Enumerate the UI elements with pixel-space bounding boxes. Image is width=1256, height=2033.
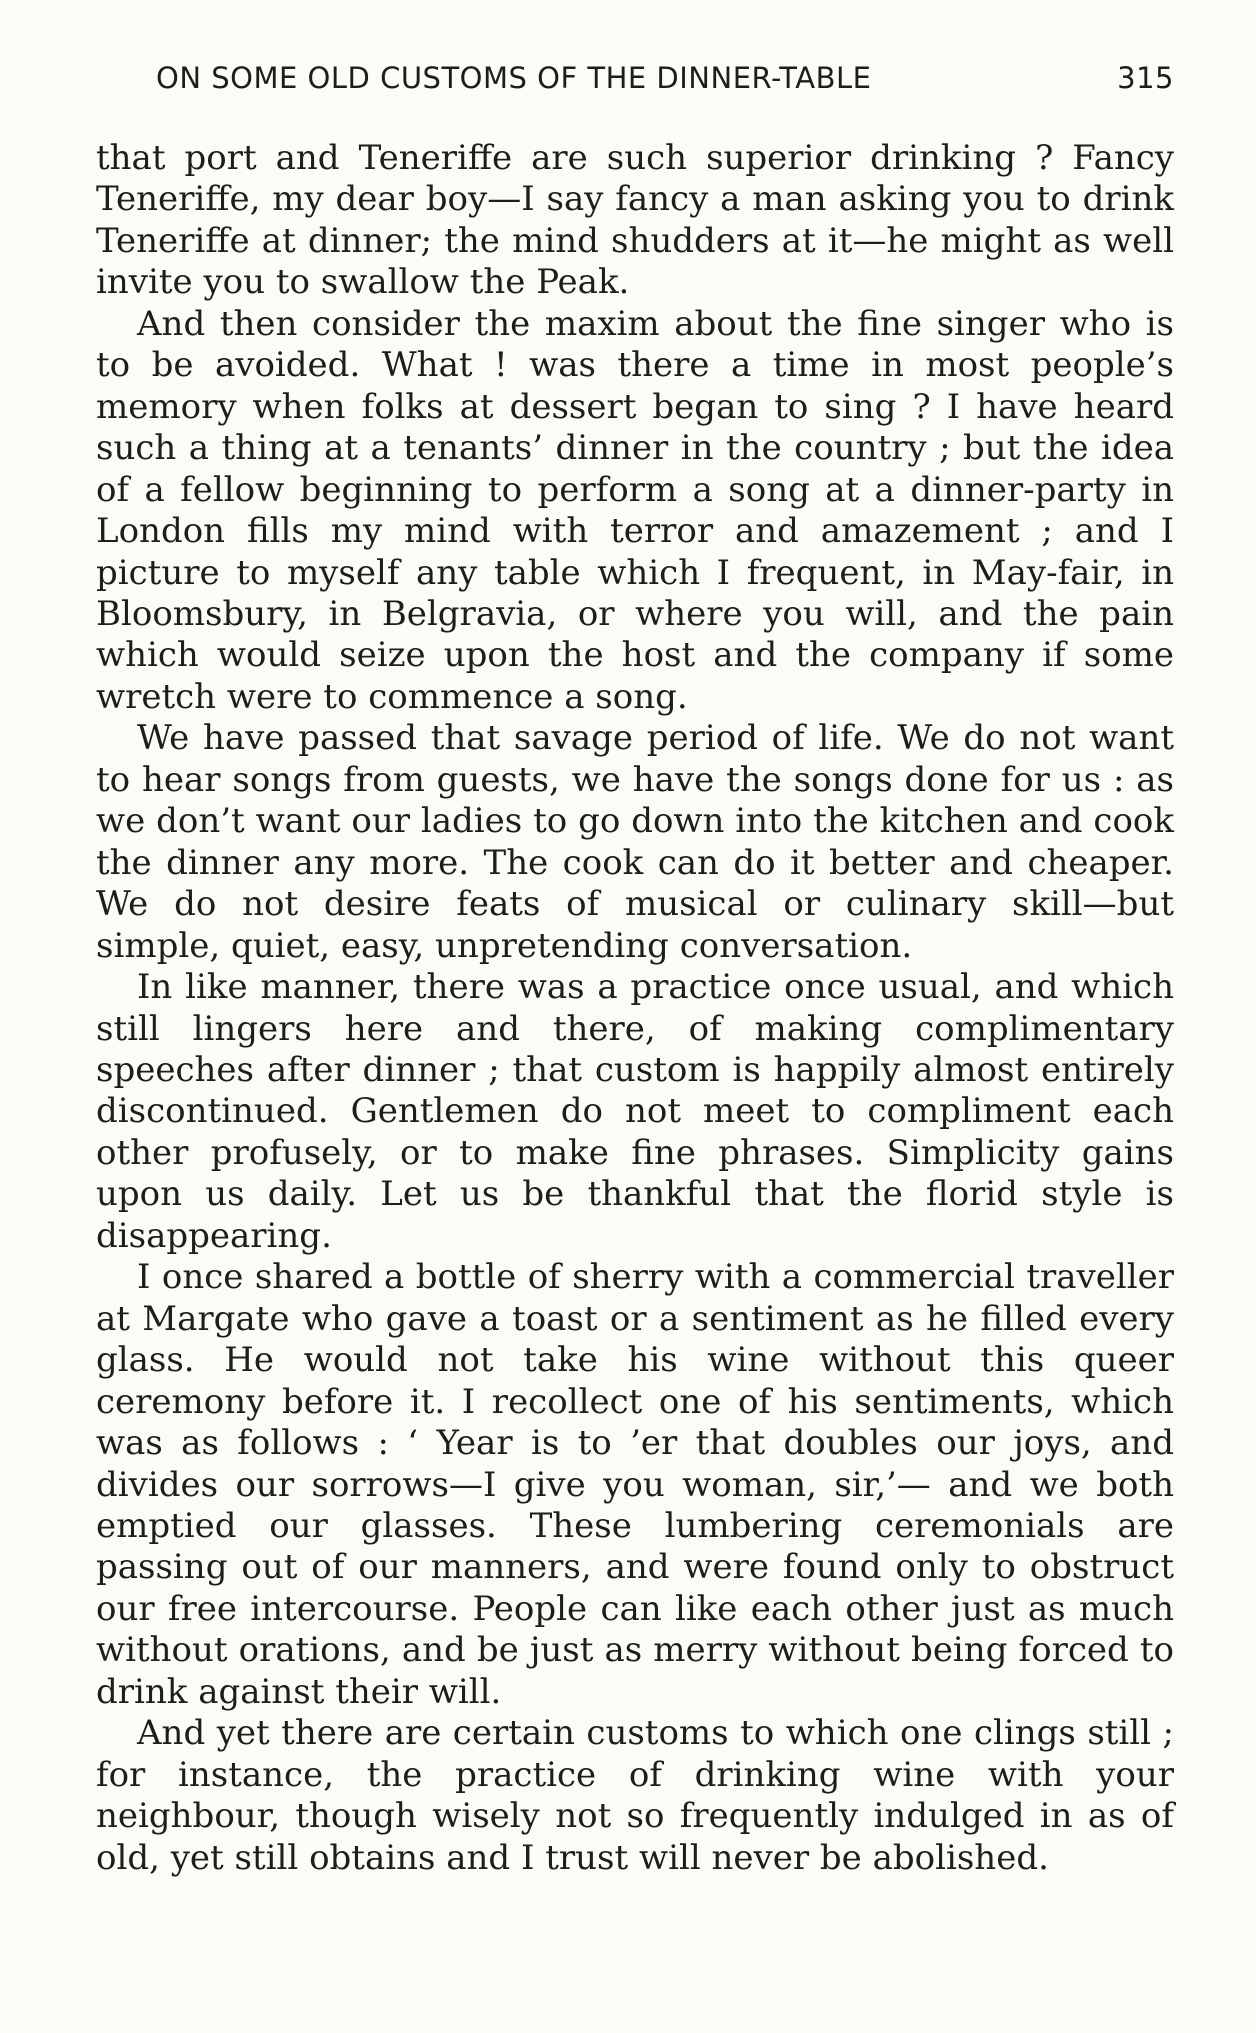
paragraph: And then consider the maxim about the fine singer who is to be avoided. What ! was there a time in most people’s memory when folks at dessert began to sing ? I have heard such a thing at a tenants’ dinner in the country ; but the idea of a fellow beginning to perform a song at a dinner-party in London fills my mind with terror and amazement ; and I picture to myself any table which I frequent, in May-fair, in Bloomsbury, in Belgravia, or where you will, and the pain which would seize upon the host and the company if some wretch were to commence a song. xyxy=(96,303,1174,717)
page-number: 315 xyxy=(1117,61,1174,95)
paragraph: I once shared a bottle of sherry with a commercial traveller at Margate who gave a toast or a sentiment as he filled every glass. He would not take his wine without this queer ceremony before it. I recollect one of his sentiments, which was as follows : ‘ Year is to ’er that doubles our joys, and divides our sorrows—I give you woman, sir,’— and we both emptied our glasses. These lumbering ceremonials are passing out of our manners, and were found only to obstruct our free intercourse. People can like each other just as much without orations, and be just as merry without being forced to drink against their will. xyxy=(96,1257,1174,1712)
paragraph-continued: that port and Teneriffe are such superior drinking ? Fancy Teneriffe, my dear boy—I say fancy a man asking you to drink Teneriffe at dinner; the mind shudders at it—he might as well invite you to swallow the Peak. xyxy=(96,138,1174,303)
running-head xyxy=(156,58,1174,98)
paragraph: In like manner, there was a practice once usual, and which still lingers here and there, of making complimentary speeches after dinner ; that custom is happily almost entirely discontinued. Gentlemen do not meet to compliment each other profusely, or to make fine phrases. Simplicity gains upon us daily. Let us be thankful that the florid style is disappearing. xyxy=(96,967,1174,1256)
chapter-title: ON SOME OLD CUSTOMS OF THE DINNER-TABLE xyxy=(156,61,872,95)
paragraph: We have passed that savage period of life. We do not want to hear songs from guests, we have the songs done for us : as we don’t want our ladies to go down into the kitchen and cook the dinner any more. The cook can do it better and cheaper. We do not desire feats of musical or culinary skill—but simple, quiet, easy, unpretending conversation. xyxy=(96,718,1174,966)
body-text xyxy=(96,138,1174,1879)
book-page xyxy=(96,58,1174,1879)
paragraph: And yet there are certain customs to which one clings still ; for instance, the practice of drinking wine with your neighbour, though wisely not so frequently indulged in as of old, yet still obtains and I trust will never be abolished. xyxy=(96,1713,1174,1878)
